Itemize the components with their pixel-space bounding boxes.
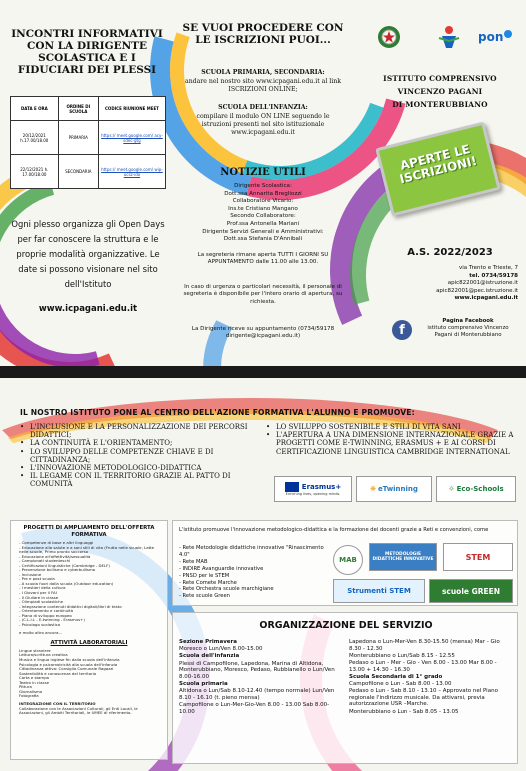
list-item: - Rete scuole Green xyxy=(179,593,230,600)
schedule-item: Pedaso o Lun - Sab 8.10 - 13.10 – Approvato nel Piano regionale l'indirizzo musicale. Da attivarsi, previa autorizzazione USR –Marche. xyxy=(349,688,498,708)
list-item: - Campionati studenteschi xyxy=(19,558,71,564)
etwinning-label: eTwinning xyxy=(377,485,418,493)
list-item: - A scuola fuori dalla scuola (Outdoor education) xyxy=(19,580,114,586)
list-item: Carta e stampa xyxy=(19,675,50,681)
schedule-item: Altidona o Lun/Sab 8.10-12.40 (tempo normale) Lun/Ven 8.10 - 16.10 (t. pieno mensa) xyxy=(179,688,335,701)
list-item: - Psicologo scolastico xyxy=(19,621,61,627)
projects-list xyxy=(11,538,167,636)
table-row xyxy=(11,121,166,155)
list-item: Collaborazione con le Associazioni Culturali, gli Enti Locali, le Associazioni, gli Ambiti Territoriali, le UMEE di riferimento. xyxy=(19,705,138,716)
schedule-left xyxy=(179,639,339,716)
website-link[interactable]: www.icpagani.edu.it xyxy=(454,295,518,302)
schedule-item: Monterubbiano o Lun/Sab 8.15 - 12.55 xyxy=(349,652,455,659)
meet-link[interactable]: https:// meet.google.com/ wip-ucsz-ido xyxy=(98,155,165,189)
meetings-panel xyxy=(2,2,172,364)
contacts xyxy=(410,265,518,303)
school-name-line: VINCENZO PAGANI xyxy=(397,87,483,96)
list-item: • L'INNOVAZIONE METODOLOGICO-DIDATTICA xyxy=(20,464,256,472)
list-item: Teatro in classe xyxy=(19,679,49,685)
list-item: • LA CONTINUITÀ E L'ORIENTAMENTO; xyxy=(20,439,256,447)
list-item: - INDIRE Avanguardie innovative xyxy=(179,565,264,572)
list-item: • L'APERTURA A UNA DIMENSIONE INTERNAZIONALE GRAZIE A PROGETTI COME E-TWINNING, ERASMUS + E AI CORSI DI CERTIFICAZIONE LINGUISTICA CAMBRIDGE INTERNATIONAL xyxy=(266,431,518,456)
list-item: - Inclusione xyxy=(19,571,42,577)
schedule-item: Campofilone o Lun - Sab 8.00 - 13.00 xyxy=(349,680,452,687)
list-item: - Integrazione contenuti didattici digitali/libri di testo xyxy=(19,603,122,609)
brochure-back xyxy=(0,378,526,771)
list-item: Lettura/scrittura creativa xyxy=(19,652,68,658)
school-year: A.S. 2022/2023 xyxy=(407,247,493,258)
staff-line: Dirigente Servizi Generali e Amministrativi: xyxy=(202,228,324,235)
facebook-info xyxy=(420,318,516,339)
schedule-item: Monterubbiano o Lun - Sab 8.05 - 13.05 xyxy=(349,708,459,715)
staff-line: Collaboratore Vicario: xyxy=(232,198,294,205)
pec-link[interactable]: apic822001@pec.istruzione.it xyxy=(436,287,518,294)
networks-list xyxy=(179,545,329,600)
primaria-heading: SCUOLA PRIMARIA, SECONDARIA: xyxy=(201,69,325,76)
table-cell: SECONDARIA xyxy=(58,155,98,189)
list-item: - Rete Metodologie didattiche innovative "Rinascimento 4.0" xyxy=(179,545,324,558)
list-item: Pittura xyxy=(19,684,32,690)
list-item: - Piano di sviluppo europeo xyxy=(19,612,72,618)
pon-logo-icon xyxy=(478,24,514,50)
list-item: Musica e lingua inglese fin dalla scuola dell'infanzia xyxy=(19,657,120,663)
infanzia-text: compilare il modulo ON LINE seguendo le istruzioni presenti nel sito istituzionale www.icpagani.edu.it xyxy=(196,113,330,136)
networks-intro: L'istituto promuove l'innovazione metodologico-didattica e la formazione dei docenti grazie a Reti e convenzioni, come xyxy=(179,527,489,533)
staff-line: Dirigente Scolastica: xyxy=(234,183,292,189)
schedule-item: Plessi di Campofilone, Lapedona, Marina di Altidona, Monterubbiano, Moresco, Pedaso, Rubbianello o Lun/Ven 8.00-16.00 xyxy=(179,660,335,680)
labs-title: ATTIVITÀ LABORATORIALI xyxy=(50,639,128,646)
list-item: - Educazione all'affettività/sessualità xyxy=(19,553,91,559)
list-item: Fotografia xyxy=(19,693,39,699)
facebook-text: istituto comprensivo Vincenzo Pagani di Monterubbiano xyxy=(427,325,509,338)
list-item: - Rete Comete Marche xyxy=(179,579,237,586)
schedule-box xyxy=(172,612,518,764)
phone: tel. 0734/59178 xyxy=(469,272,518,279)
erasmus-badge xyxy=(274,476,352,502)
list-item: - I mestieri della cultura xyxy=(19,585,66,591)
schedule-heading: Scuola primaria xyxy=(179,680,228,687)
page-separator xyxy=(0,366,526,378)
section-heading: IL NOSTRO ISTITUTO PONE AL CENTRO DELL'AZIONE FORMATIVA L'ALUNNO E PROMUOVE: xyxy=(20,408,415,417)
enrollment-open-sign xyxy=(375,121,501,216)
mab-label: MAB xyxy=(339,556,357,564)
enrollment-title: SE VUOI PROCEDERE CON LE ISCRIZIONI PUOI... xyxy=(182,22,344,46)
schedule-heading: Scuola dell'infanzia xyxy=(179,653,240,660)
ecoschools-badge xyxy=(436,476,516,502)
staff-line: Secondo Collaboratore: xyxy=(230,213,296,220)
website-link[interactable]: www.icpagani.edu.it xyxy=(38,304,138,314)
etwinning-badge xyxy=(356,476,432,502)
staff-line: Ins.te Cristiano Mangano xyxy=(228,205,298,212)
list-item: - Certificazioni linguistiche (Cambridge - DELF) xyxy=(19,562,110,568)
ecoschools-label: Eco-Schools xyxy=(456,485,504,493)
scuole-green-label: scuole GREEN xyxy=(441,586,501,596)
scuole-green-logo xyxy=(429,579,513,603)
urgency-text: In caso di urgenza o particolari necessità, il personale di segreteria è disponibile per l'intero orario di apertura, su richiesta. xyxy=(183,284,343,305)
eco-icon: ☼ xyxy=(448,485,455,493)
list-item: - Educazione alla salute e a sani stili di vita (Frutta nelle scuole, Latte nelle scuole, Primo pronto soccorso xyxy=(19,544,155,555)
list-item: - Orientamento e continuità xyxy=(19,608,74,614)
dirigente-text: La Dirigente riceve su appuntamento (0734/59178 dirigente@icpagani.edu.it) xyxy=(191,326,335,340)
sign-text: APERTE LE ISCRIZIONI! xyxy=(398,141,479,187)
labs-list xyxy=(11,646,167,716)
stem-label: STEM xyxy=(465,552,491,562)
schedule-item: Pedaso o Lun - Mer - Gio - Ven 8.00 - 13.00 Mar 8.00 - 13.00 + 14.30 - 16.30 xyxy=(349,659,497,673)
networks-box xyxy=(172,520,518,606)
list-item: Cittadinanza attiva: Consiglio Comunale Ragazzi xyxy=(19,666,114,672)
address: via Trento e Trieste, 7 xyxy=(459,265,518,271)
list-item: - Rete MAB xyxy=(179,558,208,565)
stem-logo xyxy=(443,543,513,571)
list-item: • LO SVILUPPO DELLE COMPETENZE CHIAVE E DI CITTADINANZA; xyxy=(20,448,256,464)
table-cell: 20/12/2021 h.17.00/18.00 xyxy=(11,121,59,155)
erasmus-label: Erasmus+ xyxy=(301,483,342,491)
repubblica-emblem-icon xyxy=(376,24,402,50)
list-item: Sostenibilità e conoscenza del territorio xyxy=(19,670,97,676)
schedule-heading: Sezione Primavera xyxy=(179,639,237,645)
list-item: - I Giovani per il FAI xyxy=(19,590,57,596)
list-item: - Rete Orchestra scuole marchigiane xyxy=(179,586,274,593)
list-item: - Pre e post scuola xyxy=(19,576,55,582)
list-item: e molto altro ancora... xyxy=(19,630,63,636)
table-row xyxy=(11,155,166,189)
projects-box xyxy=(10,520,168,760)
school-name-line: DI MONTERUBBIANO xyxy=(392,100,488,109)
schedule-title: ORGANIZZAZIONE DEL SERVIZIO xyxy=(259,620,433,631)
list-item: - PNSD per le STEM xyxy=(179,572,230,579)
meetings-table xyxy=(10,96,166,189)
list-item: - Olimpiadi scolastiche xyxy=(19,599,64,605)
eu-flag-icon xyxy=(285,482,299,492)
school-name xyxy=(362,72,518,111)
school-name-line: ISTITUTO COMPRENSIVO xyxy=(383,74,497,83)
list-item: • LO SVILUPPO SOSTENIBILE E STILI DI VITA SANI xyxy=(266,423,518,431)
table-cell: 22/12/2021 h. 17.00/18.00 xyxy=(11,155,59,189)
etwinning-icon: ❋ xyxy=(370,485,376,493)
table-cell: PRIMARIA xyxy=(58,121,98,155)
staff-list xyxy=(181,183,345,244)
list-item: - Prevenzione bullismo e cyberbullismo xyxy=(19,567,96,573)
logo-row xyxy=(364,24,514,50)
email-link[interactable]: apic822001@istruzione.it xyxy=(447,280,518,287)
mab-logo xyxy=(333,545,363,575)
list-item: - (C.L.I.L - E-twinning - Erasmus+) xyxy=(19,617,85,623)
brochure-front xyxy=(0,0,526,366)
list-item: - Competenze di base e altri linguaggi xyxy=(19,540,94,545)
facebook-icon[interactable]: f xyxy=(392,320,412,340)
infanzia-heading: SCUOLA DELL'INFANZIA: xyxy=(218,104,308,111)
metodologie-label: METODOLOGIE DIDATTICHE INNOVATIVE xyxy=(372,552,434,562)
schedule-item: Lapedona o Lun-Mer-Ven 8.30-15.50 (mensa) Mar - Gio 8.30 - 12.30 xyxy=(349,639,500,652)
schedule-heading: Scuola Secondaria di 1° grado xyxy=(349,673,443,680)
list-item: Lingue straniere xyxy=(19,647,51,653)
schedule-right xyxy=(349,639,513,716)
ministero-logo-icon xyxy=(436,24,462,50)
table-header: DATA E ORA xyxy=(11,97,59,121)
svg-text:pon: pon xyxy=(478,30,504,44)
list-item: • L'INCLUSIONE E LA PERSONALIZZAZIONE DEI PERCORSI DIDATTICI; xyxy=(20,423,256,439)
mission-list-right xyxy=(266,423,518,456)
list-item: Giornalismo xyxy=(19,688,43,694)
enrollment-panel xyxy=(177,2,349,364)
list-item: INTEGRAZIONE CON IL TERRITORIO xyxy=(19,700,96,706)
schedule-item: Campofilone o Lun-Mer-Gio-Ven 8.00 - 13.00 Sab 8.00-10.00 xyxy=(179,701,330,715)
cover-panel xyxy=(354,2,524,364)
open-days-text: Ogni plesso organizza gli Open Days per far conoscere la struttura e le proprie modalità organizzative. Le date si possono visionare nel sito dell'Istituto xyxy=(11,219,165,289)
staff-line: Prof.ssa Antonella Mariani xyxy=(226,220,300,227)
mission-list-left xyxy=(20,423,256,489)
list-item: • IL LEGAME CON IL TERRITORIO GRAZIE AL PATTO DI COMUNITÀ xyxy=(20,472,256,488)
list-item: - Il Giullare in classe xyxy=(19,594,59,600)
facebook-title: Pagina Facebook xyxy=(442,318,494,324)
projects-title: PROGETTI DI AMPLIAMENTO DELL'OFFERTA FORMATIVA xyxy=(23,525,155,538)
staff-line: Dott.ssa Annarita Bregliozzi xyxy=(224,190,302,197)
staff-line: Dott.ssa Stefania D'Annibali xyxy=(223,236,303,243)
list-item: Psicologia e psicomotricità alla scuola dell'infanzia xyxy=(19,661,118,667)
strumenti-stem-logo xyxy=(333,579,425,603)
schedule-item: Moresco o Lun/Ven 8.00-15.00 xyxy=(179,646,263,653)
metodologie-logo xyxy=(369,543,437,571)
table-header: ORDINE DI SCUOLA xyxy=(58,97,98,121)
erasmus-sub: Enriching lives, opening minds. xyxy=(285,492,341,496)
table-header: CODICE RIUNIONE MEET xyxy=(98,97,165,121)
segreteria-text: La segreteria rimane aperta TUTTI I GIORNI SU APPUNTAMENTO dalle 11.00 alle 13.00. xyxy=(197,252,329,266)
primaria-text: andare nel nostro sito www.icpagani.edu.it al link ISCRIZIONI ONLINE; xyxy=(185,78,341,93)
notizie-title: NOTIZIE UTILI xyxy=(220,167,306,178)
strumenti-stem-label: Strumenti STEM xyxy=(347,587,411,595)
meetings-title: INCONTRI INFORMATIVI CON LA DIRIGENTE SCOLASTICA E I FIDUCIARI DEI PLESSI xyxy=(11,28,163,76)
meet-link[interactable]: https:// meet.google.com/ acy-sdec-gtg xyxy=(98,121,165,155)
